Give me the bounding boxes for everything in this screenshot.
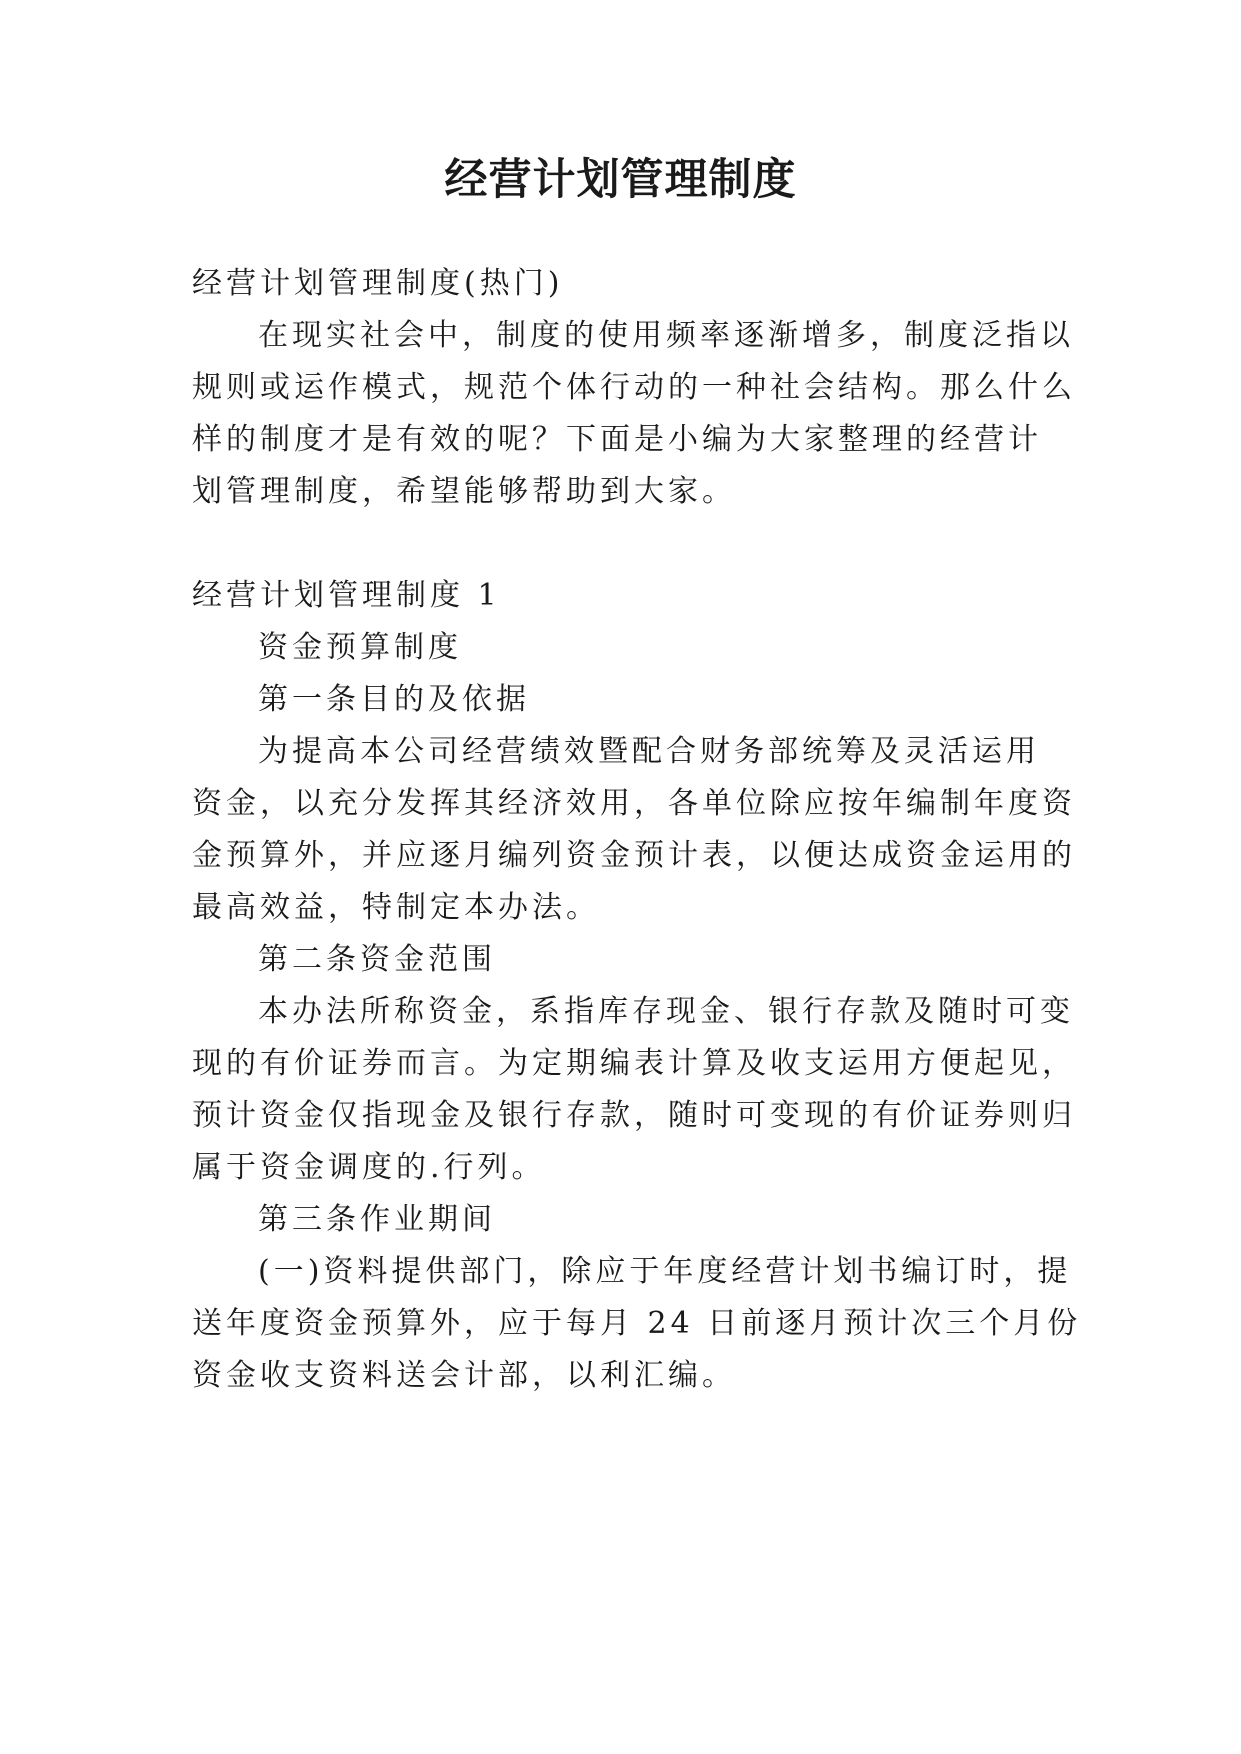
article-2-heading: 第二条资金范围 [258, 942, 496, 977]
article-2-line-3: 预计资金仅指现金及银行存款，随时可变现的有价证券则归 [192, 1098, 1076, 1133]
intro-line-4: 划管理制度，希望能够帮助到大家。 [192, 474, 736, 509]
article-3-heading: 第三条作业期间 [258, 1202, 496, 1237]
intro-line-1: 在现实社会中，制度的使用频率逐渐增多，制度泛指以 [258, 318, 1074, 353]
article-3-line-1: (一)资料提供部门，除应于年度经营计划书编订时，提 [258, 1254, 1072, 1289]
section-subheading: 资金预算制度 [258, 630, 462, 665]
document-title: 经营计划管理制度 [444, 155, 797, 205]
article-2-line-1: 本办法所称资金，系指库存现金、银行存款及随时可变 [258, 994, 1074, 1029]
article-1-line-1: 为提高本公司经营绩效暨配合财务部统筹及灵活运用 [258, 734, 1040, 769]
intro-line-3: 样的制度才是有效的呢？下面是小编为大家整理的经营计 [192, 422, 1042, 457]
document-subtitle: 经营计划管理制度(热门) [192, 266, 564, 301]
article-3-line-3: 资金收支资料送会计部，以利汇编。 [192, 1358, 736, 1393]
section-heading: 经营计划管理制度 1 [192, 578, 501, 613]
article-1-heading: 第一条目的及依据 [258, 682, 530, 717]
article-1-line-3: 金预算外，并应逐月编列资金预计表，以便达成资金运用的 [192, 838, 1076, 873]
article-2-line-2: 现的有价证券而言。为定期编表计算及收支运用方便起见， [192, 1046, 1076, 1081]
article-2-line-4: 属于资金调度的.行列。 [192, 1150, 546, 1185]
article-1-line-4: 最高效益，特制定本办法。 [192, 890, 600, 925]
article-1-line-2: 资金，以充分发挥其经济效用，各单位除应按年编制年度资 [192, 786, 1076, 821]
article-3-line-2: 送年度资金预算外，应于每月 24 日前逐月预计次三个月份 [192, 1306, 1082, 1341]
intro-line-2: 规则或运作模式，规范个体行动的一种社会结构。那么什么 [192, 370, 1076, 405]
